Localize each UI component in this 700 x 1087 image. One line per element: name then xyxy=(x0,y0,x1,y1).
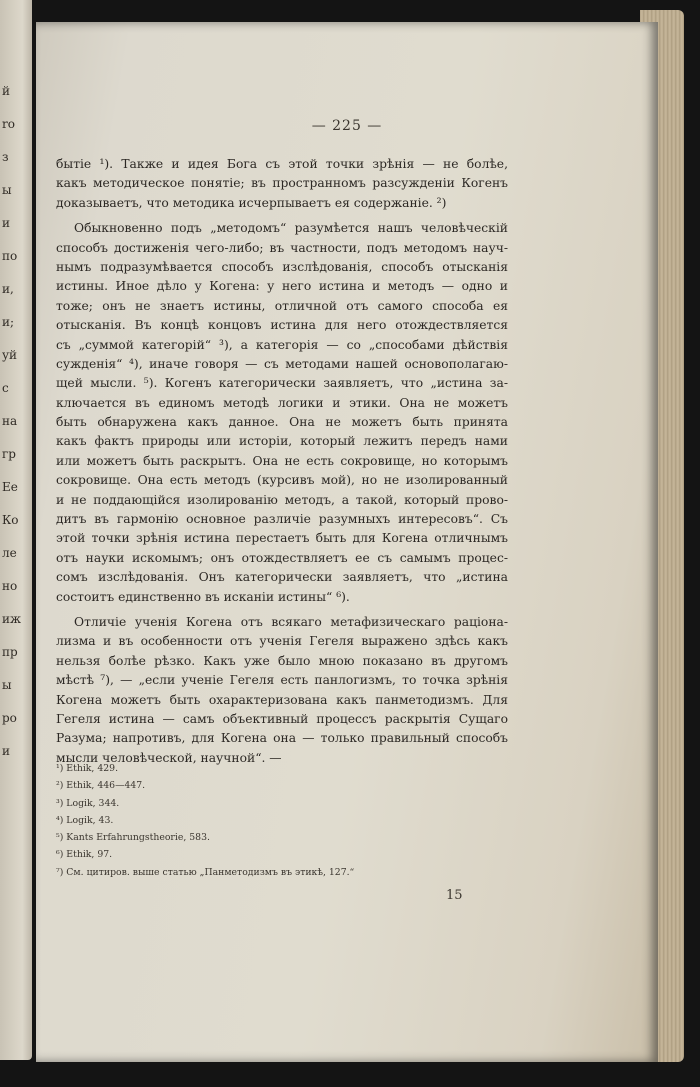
text-line: Разума; напротивъ, для Когена она — только правильный способъ xyxy=(56,731,508,746)
text-line: сомъ изслѣдованія. Онъ категорически заявляетъ, что „истина xyxy=(56,570,508,585)
facing-page-fragment: ro xyxy=(2,117,15,131)
text-line: отысканія. Въ концѣ концовъ истина для него отождествляется xyxy=(56,318,508,333)
footnote: ²) Ethik, 446—447. xyxy=(56,780,146,792)
text-line: Отличіе ученія Когена отъ всякаго метафизическаго раціона- xyxy=(74,614,508,629)
text-line: нымъ подразумѣвается способъ изслѣдованія, способъ отысканія xyxy=(56,259,508,274)
footnotes xyxy=(56,760,476,881)
text-line: доказываетъ, что методика исчерпываетъ ея содержаніе. ²) xyxy=(56,195,447,210)
signature-mark: 15 xyxy=(446,888,463,903)
text-line: Гегеля истина — самъ объективный процессъ раскрытія Сущаго xyxy=(56,711,508,726)
text-line: и не поддающійся изолированію методъ, а такой, который прово- xyxy=(56,492,508,507)
facing-page-fragment: на xyxy=(2,414,18,428)
facing-page-fragment: й xyxy=(2,84,10,98)
text-line: бытіе ¹). Также и идея Бога съ этой точки зрѣнія — не болѣе, xyxy=(56,157,508,171)
text-line: Когена можетъ быть охарактеризована какъ панметодизмъ. Для xyxy=(56,692,508,707)
text-line: какъ методическое понятіе; въ пространномъ разсужденіи Когенъ xyxy=(56,176,508,191)
text-line: истины. Иное дѣло у Когена: у него истина и методъ — одно и xyxy=(56,279,508,294)
facing-page-fragment: и xyxy=(2,216,10,230)
footnote: ¹) Ethik, 429. xyxy=(56,763,119,774)
footnote: ³) Logik, 344. xyxy=(56,797,120,809)
text-line: способъ достиженія чего-либо; въ частности, подъ методомъ науч- xyxy=(56,240,508,255)
text-line: съ „суммой категорій“ ³), а категорія — со „способами дѣйствія xyxy=(56,337,508,352)
text-line: быть обнаружена какъ данное. Она не можетъ быть принята xyxy=(56,415,508,430)
facing-page-fragment: гр xyxy=(2,447,16,461)
text-line: сужденія“ ⁴), иначе говоря — съ методами нашей основополагаю- xyxy=(56,356,508,371)
body-text xyxy=(56,155,508,768)
text-line: щей мысли. ⁵). Когенъ категорически заявляетъ, что „истина за- xyxy=(56,376,508,391)
facing-page-fragment: и; xyxy=(2,315,15,329)
facing-page-fragment: ы xyxy=(2,183,12,197)
facing-page-fragment: Ee xyxy=(2,480,18,494)
facing-page-fragment: з xyxy=(2,150,9,164)
text-line: какъ фактъ природы или исторіи, который лежитъ передъ нами xyxy=(56,434,508,449)
text-line: нельзя болѣе рѣзко. Какъ уже было мною показано въ другомъ xyxy=(56,653,508,668)
facing-page-fragment: и xyxy=(2,744,10,758)
text-line: отъ науки искомымъ; онъ отождествляетъ ее съ самымъ процес- xyxy=(56,550,508,565)
text-line: или можетъ быть раскрытъ. Она не есть сокровище, но которымъ xyxy=(56,453,508,468)
facing-page-fragment: пр xyxy=(2,645,18,659)
text-line: сокровище. Она есть методъ (курсивъ мой), но не изолированный xyxy=(56,473,508,488)
facing-page-edge xyxy=(0,0,32,1060)
text-line: мысли человѣческой, научной“. — xyxy=(56,750,282,765)
text-line: тоже; онъ не знаетъ истины, отличной отъ самого способа ея xyxy=(56,298,508,313)
book-page xyxy=(36,22,658,1062)
facing-page-fragment: ро xyxy=(2,711,17,725)
paragraph xyxy=(56,219,508,607)
facing-page-fragment: но xyxy=(2,579,18,593)
footnote: ⁷) См. цитиров. выше статью „Панметодизмъ въ этикѣ, 127.“ xyxy=(56,866,355,878)
paragraph xyxy=(56,155,508,213)
footnote: ⁴) Logik, 43. xyxy=(56,814,114,826)
facing-page-fragment: и, xyxy=(2,282,14,296)
facing-page-fragment: ы xyxy=(2,678,12,692)
text-line: этой точки зрѣнія истина перестаетъ быть для Когена отличнымъ xyxy=(56,531,508,546)
facing-page-fragment: иж xyxy=(2,612,22,626)
text-line: ключается въ единомъ методѣ логики и этики. Она не можетъ xyxy=(56,395,508,410)
text-line: состоитъ единственно въ исканіи истины“ ⁶). xyxy=(56,589,350,604)
text-line: лизма и въ особенности отъ ученія Гегеля выражено здѣсь какъ xyxy=(56,634,508,649)
footnote: ⁵) Kants Erfahrungstheorie, 583. xyxy=(56,832,210,844)
footnote: ⁶) Ethik, 97. xyxy=(56,849,113,861)
text-line: дитъ въ гармонію основное различіе разумныхъ интересовъ“. Съ xyxy=(56,512,508,527)
facing-page-fragment: уй xyxy=(2,348,18,362)
paragraph xyxy=(56,613,508,768)
text-line: Обыкновенно подъ „методомъ“ разумѣется нашъ человѣческій xyxy=(74,221,508,236)
facing-page-fragment: Ко xyxy=(2,513,19,527)
facing-page-fragment: ле xyxy=(2,546,17,560)
facing-page-fragment: по xyxy=(2,249,18,263)
text-line: мѣстѣ ⁷), — „если ученіе Гегеля есть панлогизмъ, то точка зрѣнія xyxy=(56,673,508,688)
facing-page-fragment: c xyxy=(2,381,9,395)
page-number: — 225 — xyxy=(311,118,383,134)
